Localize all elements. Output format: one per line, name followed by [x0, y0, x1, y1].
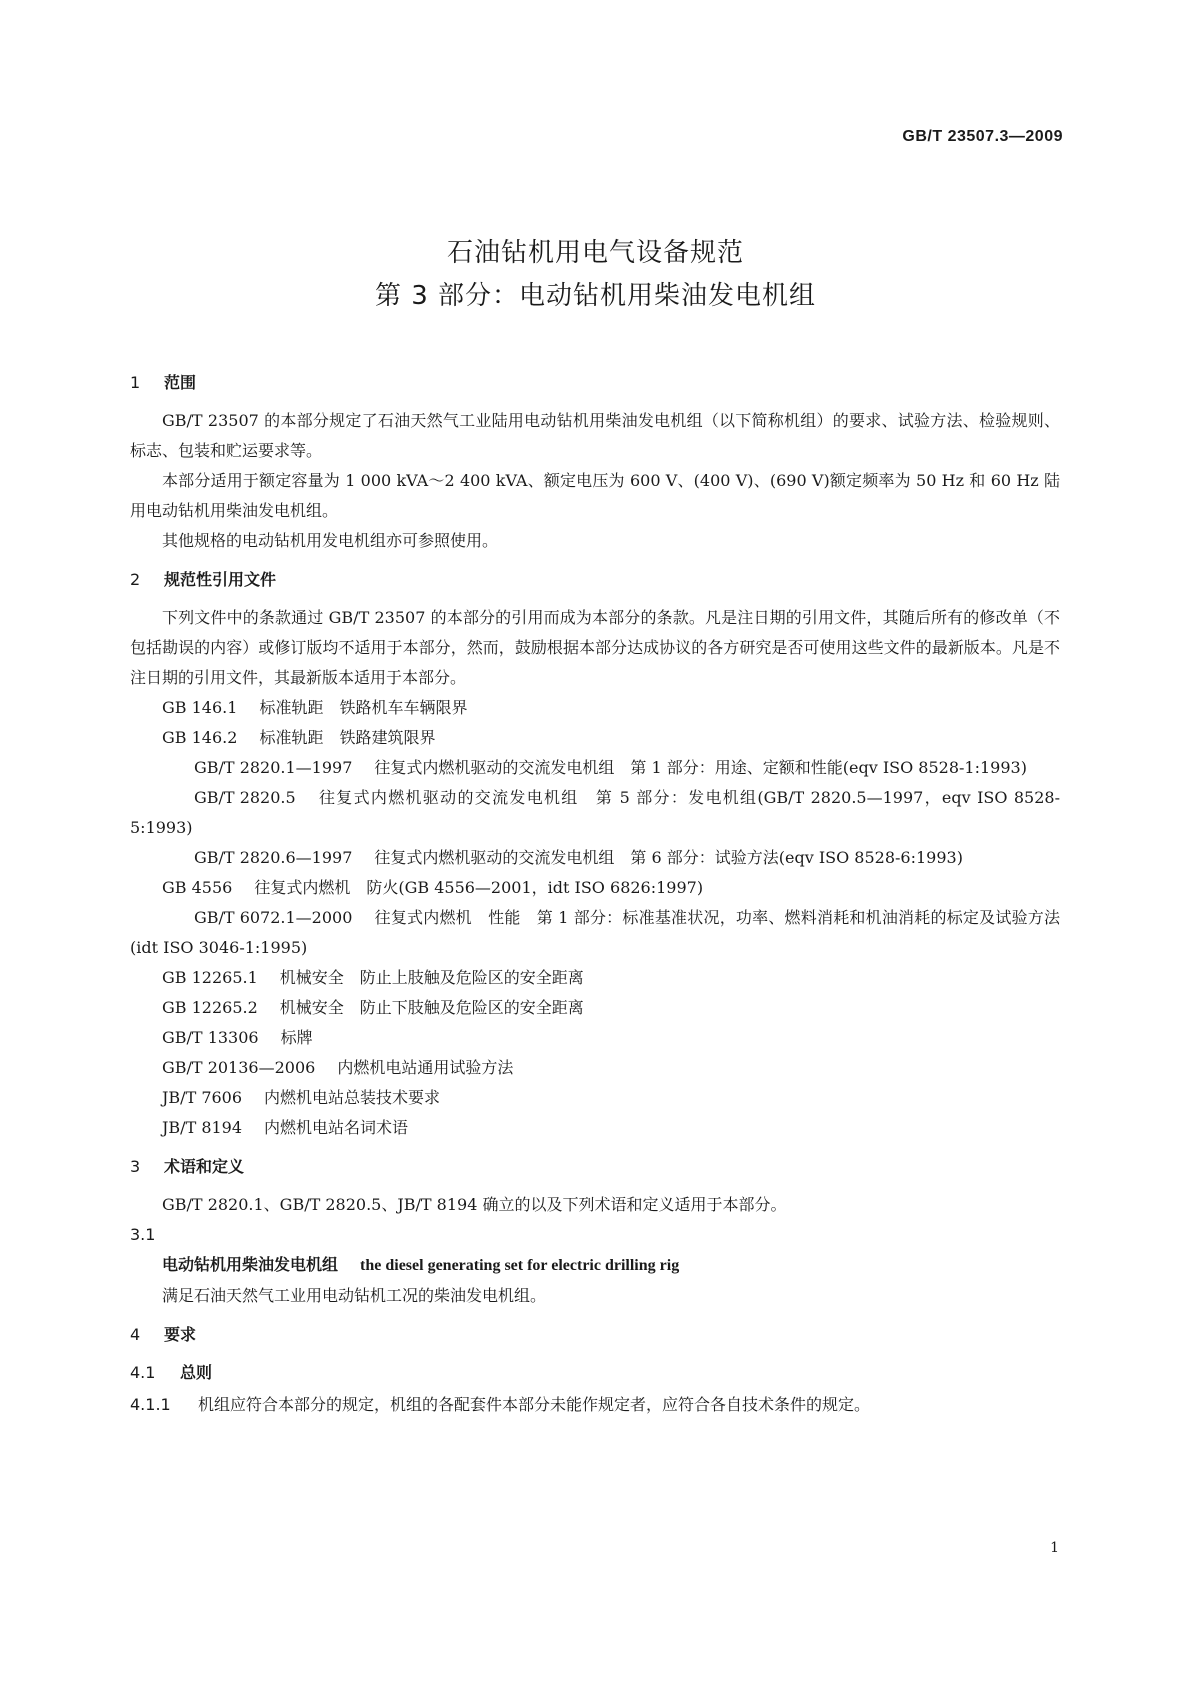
reference-item: GB/T 20136—2006 内燃机电站通用试验方法	[162, 1058, 514, 1077]
section-1-heading: 1 范围	[130, 373, 197, 392]
reference-item: GB/T 2820.6—1997 往复式内燃机驱动的交流发电机组 第 6 部分：试验方法(eqv ISO 8528-6:1993)	[194, 848, 963, 867]
reference-item: GB 4556 往复式内燃机 防火(GB 4556—2001，idt ISO 6826:1997)	[162, 878, 704, 897]
section-3-intro: GB/T 2820.1、GB/T 2820.5、JB/T 8194 确立的以及下列术语和定义适用于本部分。	[162, 1195, 787, 1214]
document-title	[0, 232, 1191, 318]
reference-item: GB/T 6072.1—2000 往复式内燃机 性能 第 1 部分：标准基准状况，功率、燃料消耗和机油消耗的标定及试验方法(idt ISO 3046-1:1995)	[130, 908, 1060, 957]
title-line-1: 石油钻机用电气设备规范	[446, 238, 744, 268]
section-2-intro: 下列文件中的条款通过 GB/T 23507 的本部分的引用而成为本部分的条款。凡是注日期的引用文件，其随后所有的修改单（不包括勘误的内容）或修订版均不适用于本部分，然而，鼓励根据本部分达成协议的各方研究是否可使用这些文件的最新版本。凡是不注日期的引用文件，其最新版本适用于本部分。	[130, 608, 1060, 687]
page-number: 1	[1050, 1540, 1059, 1556]
reference-item: GB/T 2820.5 往复式内燃机驱动的交流发电机组 第 5 部分：发电机组(GB/T 2820.5—1997，eqv ISO 8528-5:1993)	[130, 788, 1060, 837]
section-1-paragraph-3: 其他规格的电动钻机用发电机组亦可参照使用。	[162, 531, 499, 550]
reference-item: GB 146.1 标准轨距 铁路机车车辆限界	[162, 698, 468, 717]
section-1-paragraph-2: 本部分适用于额定容量为 1 000 kVA～2 400 kVA、额定电压为 600 V、(400 V)、(690 V)额定频率为 50 Hz 和 60 Hz 陆用电动钻机用柴油发电机组。	[130, 471, 1060, 520]
term-english: the diesel generating set for electric drilling rig	[360, 1257, 680, 1274]
title-line-2: 第 3 部分：电动钻机用柴油发电机组	[374, 281, 817, 311]
section-2-heading: 2 规范性引用文件	[130, 570, 277, 589]
reference-item: GB 12265.1 机械安全 防止上肢触及危险区的安全距离	[162, 968, 584, 987]
reference-item: JB/T 8194 内燃机电站名词术语	[162, 1118, 409, 1137]
document-body	[130, 368, 1060, 1420]
reference-item: JB/T 7606 内燃机电站总装技术要求	[162, 1088, 441, 1107]
reference-item: GB/T 2820.1—1997 往复式内燃机驱动的交流发电机组 第 1 部分：用途、定额和性能(eqv ISO 8528-1:1993)	[194, 758, 1027, 777]
section-3-heading: 3 术语和定义	[130, 1157, 245, 1176]
reference-item: GB 146.2 标准轨距 铁路建筑限界	[162, 728, 436, 747]
section-1-paragraph-1: GB/T 23507 的本部分规定了石油天然气工业陆用电动钻机用柴油发电机组（以下简称机组）的要求、试验方法、检验规则、标志、包装和贮运要求等。	[130, 411, 1060, 460]
standard-code: GB/T 23507.3—2009	[902, 128, 1063, 145]
subsection-4-1-heading: 4.1 总则	[130, 1363, 213, 1382]
section-4-heading: 4 要求	[130, 1325, 197, 1344]
reference-item: GB/T 13306 标牌	[162, 1028, 313, 1047]
term-definition: 满足石油天然气工业用电动钻机工况的柴油发电机组。	[162, 1286, 547, 1305]
term-number: 3.1	[130, 1225, 156, 1244]
clause-4-1-1: 4.1.1 机组应符合本部分的规定，机组的各配套件本部分未能作规定者，应符合各自技术条件的规定。	[130, 1395, 871, 1414]
term-chinese: 电动钻机用柴油发电机组	[162, 1255, 339, 1274]
reference-item: GB 12265.2 机械安全 防止下肢触及危险区的安全距离	[162, 998, 584, 1017]
term-heading	[130, 1250, 1060, 1281]
